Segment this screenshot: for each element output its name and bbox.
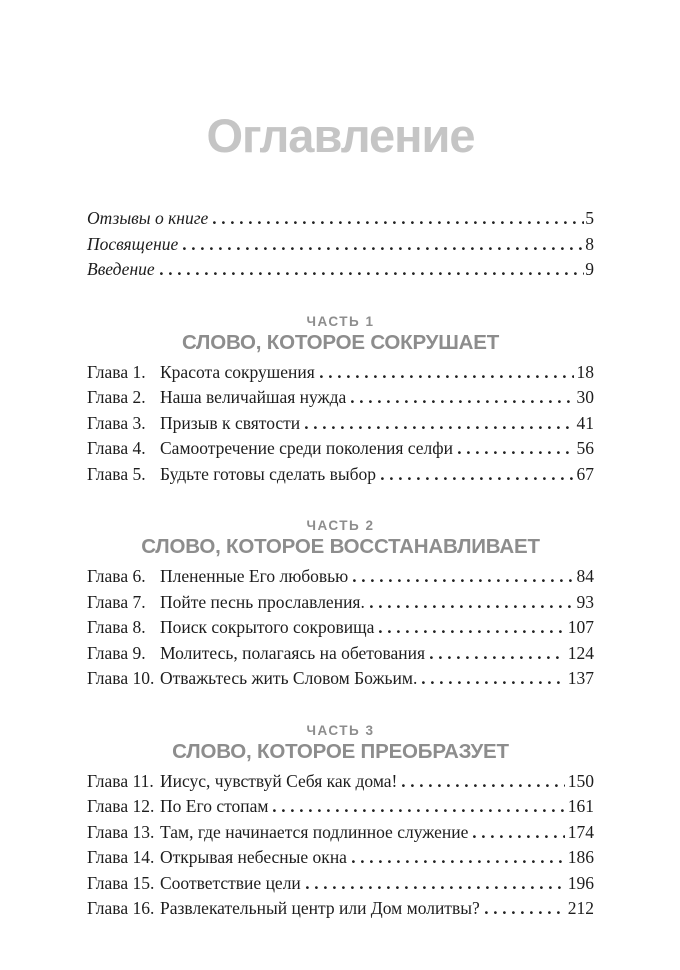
page-number: 107: [567, 617, 594, 637]
page-title: Оглавление: [206, 109, 475, 162]
toc-row: [87, 871, 594, 897]
dot-leader: [402, 784, 564, 787]
page-number: 161: [567, 796, 594, 816]
dot-leader: [353, 579, 573, 582]
dot-leader: [381, 477, 573, 480]
page-number: 30: [576, 387, 594, 407]
page-number: 174: [567, 821, 594, 842]
chapter-title: Там, где начинается подлинное служение: [160, 821, 469, 842]
page-number: 186: [567, 847, 594, 867]
front-matter-title: Отзывы о книге: [87, 208, 209, 228]
toc-row: [87, 769, 594, 795]
page-number: 5: [585, 208, 594, 228]
chapter-label: Глава 3.: [87, 412, 146, 433]
chapter-label: Глава 14.: [87, 847, 155, 867]
chapter-label: Глава 2.: [87, 387, 146, 407]
toc-row: [87, 385, 594, 411]
chapter-title: Развлекательный центр или Дом молитвы?: [160, 898, 480, 918]
dot-leader: [370, 605, 574, 608]
page-number: 56: [576, 438, 594, 458]
toc-row: [87, 564, 594, 590]
chapter-label: Глава 4.: [87, 438, 146, 458]
chapter-title: Самоотречение среди поколения селфи: [160, 438, 453, 458]
dot-leader: [379, 630, 564, 633]
toc-row: [87, 257, 594, 283]
chapter-title: По Его стопам: [160, 796, 269, 816]
chapter-title: Призыв к святости: [160, 412, 301, 433]
dot-leader: [320, 375, 574, 378]
toc-row: [87, 462, 594, 488]
chapter-label: Глава 13.: [87, 821, 155, 842]
page-number: 67: [576, 463, 594, 484]
chapter-label: Глава 8.: [87, 617, 146, 637]
chapter-title: Иисус, чувствуй Себя как дома!: [160, 770, 398, 791]
toc-row: [87, 794, 594, 820]
toc-row: [87, 845, 594, 871]
page-number: 9: [585, 259, 594, 279]
front-matter-title: Введение: [87, 259, 155, 279]
chapter-label: Глава 12.: [87, 796, 155, 816]
dot-leader: [160, 272, 585, 275]
toc-row: [87, 641, 594, 667]
page-number: 93: [576, 591, 594, 612]
chapter-label: Глава 11.: [87, 770, 154, 791]
chapter-title: Пойте песнь прославления.: [160, 591, 365, 612]
page-number: 196: [567, 872, 594, 893]
page-number: 41: [576, 412, 594, 433]
dot-leader: [352, 860, 565, 863]
page-number: 18: [576, 361, 594, 382]
toc-row: [87, 411, 594, 437]
part-2-section: [87, 518, 594, 692]
page-number: 150: [567, 770, 594, 791]
chapter-label: Глава 6.: [87, 566, 146, 586]
chapter-title: Наша величайшая нужда: [160, 387, 347, 407]
toc-row: [87, 615, 594, 641]
chapter-label: Глава 10.: [87, 668, 155, 688]
part-title: СЛОВО, КОТОРОЕ ВОССТАНАВЛИВАЕТ: [141, 535, 540, 558]
page-number: 84: [576, 566, 594, 586]
dot-leader: [273, 809, 564, 812]
part-kicker: ЧАСТЬ 2: [306, 518, 375, 533]
part-kicker: ЧАСТЬ 1: [306, 313, 375, 329]
dot-leader: [485, 911, 565, 914]
dot-leader: [473, 835, 564, 838]
chapter-title: Отважьтесь жить Словом Божьим.: [160, 668, 418, 688]
dot-leader: [213, 221, 584, 224]
part-title: СЛОВО, КОТОРОЕ СОКРУШАЕТ: [181, 330, 500, 354]
toc-row: [87, 232, 594, 258]
chapter-title: Открывая небесные окна: [160, 847, 347, 867]
page-number: 8: [585, 233, 594, 254]
part-3-section: [87, 723, 594, 922]
toc-row: [87, 896, 594, 922]
toc-row: [87, 820, 594, 846]
chapter-title: Молитесь, полагаясь на обетования: [160, 642, 426, 663]
dot-leader: [430, 656, 565, 659]
chapter-label: Глава 16.: [87, 898, 155, 918]
chapter-label: Глава 15.: [87, 872, 155, 893]
part-title: СЛОВО, КОТОРОЕ ПРЕОБРАЗУЕТ: [172, 739, 509, 763]
chapter-title: Плененные Его любовью: [160, 566, 349, 586]
toc-row: [87, 436, 594, 462]
part-1-section: [87, 314, 594, 488]
front-matter-title: Посвящение: [87, 233, 179, 254]
page-number: 137: [567, 668, 594, 688]
toc-row: [87, 590, 594, 616]
chapter-title: Красота сокрушения: [160, 361, 315, 382]
front-matter-section: [87, 206, 594, 283]
dot-leader: [351, 400, 573, 403]
page-number: 124: [567, 642, 594, 663]
chapter-label: Глава 1.: [87, 361, 146, 382]
dot-leader: [458, 451, 574, 454]
dot-leader: [305, 426, 573, 429]
chapter-title: Поиск сокрытого сокровища: [160, 617, 375, 637]
chapter-label: Глава 5.: [87, 463, 146, 484]
part-kicker: ЧАСТЬ 3: [306, 722, 375, 738]
page-number: 212: [567, 898, 594, 918]
dot-leader: [306, 886, 565, 889]
chapter-title: Соответствие цели: [160, 872, 301, 893]
chapter-label: Глава 7.: [87, 591, 146, 612]
dot-leader: [183, 247, 584, 250]
toc-row: [87, 360, 594, 386]
chapter-title: Будьте готовы сделать выбор: [160, 463, 377, 484]
toc-row: [87, 666, 594, 692]
toc-row: [87, 206, 594, 232]
dot-leader: [422, 681, 564, 684]
chapter-label: Глава 9.: [87, 642, 146, 663]
